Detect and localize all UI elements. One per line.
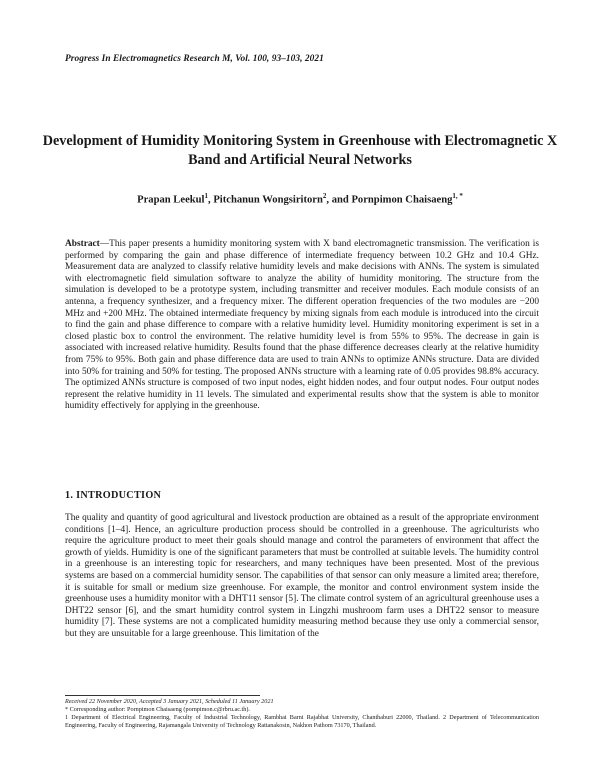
author-name: Pornpimon Chaisaeng <box>351 194 453 206</box>
journal-citation: Progress In Electromagnetics Research M, Vol. 100, 93–103, 2021 <box>65 54 324 64</box>
abstract-text: —This paper presents a humidity monitoring system with X band electromagnetic transmission. The verification is performed by comparing the gain and phase difference of intermediate frequency between 10.2 GHz and 10.4 GHz. Measurement data are analyzed to classify relative humidity levels and make decisions with ANNs. The system is simulated with electromagnetic field simulation software to analyze the ability of humidity monitoring. The structure from the simulation is developed to be a prototype system, including transmitter and receiver modules. Each module consists of an antenna, a frequency synthesizer, and a frequency mixer. The different operation frequencies of the two modules are −200 MHz and +200 MHz. The obtained intermediate frequency by mixing signals from each module is introduced into the circuit to find the gain and phase difference to compare with a relative humidity level. Humidity monitoring experiment is set in a closed plastic box to control the environment. The relative humidity level is from 55% to 95%. The decrease in gain is associated with increased relative humidity. Results found that the phase difference decreases clearly at the relative humidity from 75% to 95%. Both gain and phase difference data are used to train ANNs to optimize ANNs structure. Data are divided into 50% for training and 50% for testing. The proposed ANNs structure with a learning rate of 0.05 provides 98.8% accuracy. The optimized ANNs structure is composed of two input nodes, eight hidden nodes, and four output nodes. Four output nodes represent the relative humidity in 11 levels. The simulated and experimental results show that the system is able to monitor humidity effectively for applying in the greenhouse. <box>65 239 539 412</box>
footnote-divider <box>65 695 260 696</box>
received-dates: Received 22 November 2020, Accepted 3 January 2021, Scheduled 11 January 2021 <box>65 698 274 705</box>
section-heading: 1. INTRODUCTION <box>65 490 162 501</box>
author-affiliation-mark: 1, * <box>452 192 463 200</box>
author-name: Pitchanun Wongsiritorn <box>213 194 323 206</box>
author-list: Prapan Leekul$^1$, Pitchanun Wongsiritorn$^2$, and Pornpimon Chaisaeng$^{1, *}$ <box>137 192 463 206</box>
abstract <box>65 239 539 413</box>
corresponding-author-note: * Corresponding author: Pornpimon Chaisaeng (pornpimon.c@rbru.ac.th). <box>65 706 250 714</box>
abstract-label: Abstract <box>65 239 100 249</box>
author-affiliation-mark: 1 <box>204 192 209 200</box>
author-affiliation-mark: 2 <box>322 192 327 200</box>
paper-title: Development of Humidity Monitoring System in Greenhouse with Electromagnetic X Band and Artificial Neural Networks <box>42 133 558 168</box>
section-body-text: The quality and quantity of good agricultural and livestock production are obtained as a result of the appropriate environment conditions [1–4]. Hence, an agriculture production process should be controlled in a greenhouse. The agriculturists who require the agriculture product to meet their goals should manage and control the parameters of environment that affect the growth of yields. Humidity is one of the significant parameters that must be controlled at suitable levels. The humidity control in a greenhouse is an interesting topic for researchers, and many techniques have been presented. Most of the previous systems are based on a commercial humidity sensor. The capabilities of that sensor can only measure a limited area; therefore, it is suitable for small or medium size greenhouse. For example, the monitor and control environment system inside the greenhouse uses a humidity monitor with a DHT11 sensor [5]. The climate control system of an agricultural greenhouse uses a DHT22 sensor [6], and the smart humidity control system in Lingzhi mushroom farm uses a DHT22 sensor to measure humidity [7]. These systems are not a complicated humidity measuring method because they use only a commercial sensor, but they are unsuitable for a large greenhouse. This limitation of the <box>65 513 539 639</box>
author-name: Prapan Leekul <box>137 194 205 206</box>
footnotes <box>65 698 539 730</box>
affiliations-note: 1 Department of Electrical Engineering, Faculty of Industrial Technology, Rambhai Barni Rajabhat University, Chanthaburi 22000, Thailand. 2 Department of Telecommunication Engineering, Faculty of Engineering, Rajamangala University of Technology Rattanakosin, Nakhon Pathom 73170, Thailand. <box>65 714 539 730</box>
